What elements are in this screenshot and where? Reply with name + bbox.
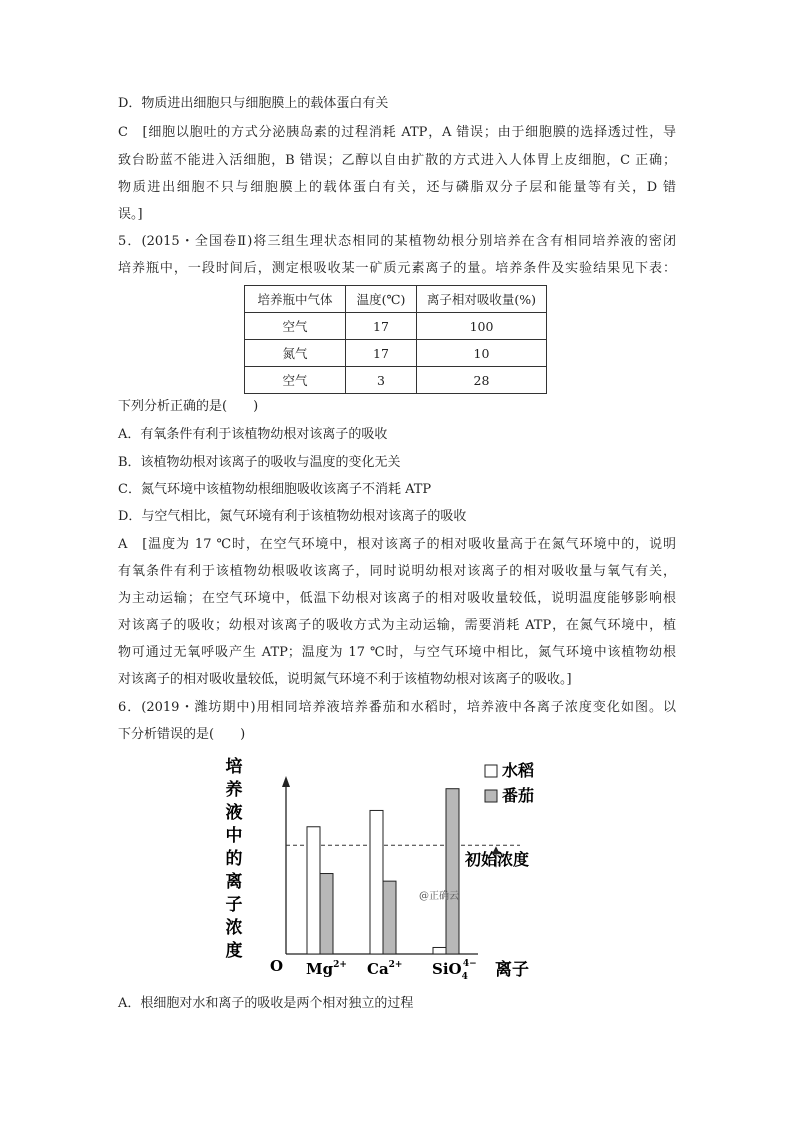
q5-option-a: A．有氧条件有利于该植物幼根对该离子的吸收 <box>118 427 388 442</box>
q6-stem-line-1: 6．(2019・潍坊期中)用相同培养液培养番茄和水稻时，培养液中各离子浓度变化如图。以 <box>118 700 676 715</box>
x-tick-label: $Ca^{2+}$ <box>367 960 403 978</box>
q5-option-c: C．氮气环境中该植物幼根细胞吸收该离子不消耗 ATP <box>118 482 432 497</box>
q5-answer-line-1: A [温度为 17 ℃时，在空气环境中，根对该离子的相对吸收量高于在氮气环境中的，说明 <box>118 537 676 552</box>
y-axis-label-char: 中 <box>225 826 243 846</box>
q5-answer-line-4: 对该离子的吸收；幼根对该离子的吸收方式为主动运输，需要消耗 ATP，在氮气环境中，植 <box>118 618 676 633</box>
y-axis-label-char: 度 <box>225 941 243 961</box>
bar-tomato-1 <box>383 881 396 954</box>
y-axis-label-char: 养 <box>225 780 243 800</box>
y-axis-label-char: 培 <box>225 757 243 777</box>
table-cell: 空气 <box>245 367 346 394</box>
q5-answer-line-5: 物可通过无氧呼吸产生 ATP；温度为 17 ℃时，与空气环境中相比，氮气环境中该植物幼根 <box>118 645 676 660</box>
x-tick-label: $Mg^{2+}$ <box>306 960 347 978</box>
bar-rice-0 <box>307 827 320 954</box>
q5-option-b: B．该植物幼根对该离子的吸收与温度的变化无关 <box>118 455 401 470</box>
table-header: 温度(℃) <box>346 286 417 313</box>
y-axis-label-char: 离 <box>225 872 243 892</box>
q5-option-d: D．与空气相比，氮气环境有利于该植物幼根对该离子的吸收 <box>118 509 467 524</box>
y-axis-arrow <box>282 776 290 787</box>
q5-data-table <box>244 285 547 394</box>
y-axis-label-char: 浓 <box>225 918 243 938</box>
q5-question: 下列分析正确的是( ) <box>118 399 259 414</box>
q5-answer-line-2: 有氧条件有利于该植物幼根吸收该离子，同时说明幼根对该离子的相对吸收量与氧气有关， <box>118 564 676 579</box>
q6-stem-line-2: 下分析错误的是( ) <box>118 727 246 742</box>
watermark: @正确云 <box>419 891 459 902</box>
table-row <box>245 340 547 367</box>
q6-option-a: A．根细胞对水和离子的吸收是两个相对独立的过程 <box>118 996 414 1011</box>
legend-label-tomato: 番茄 <box>502 786 535 805</box>
q5-answer-line-6: 对该离子的相对吸收量较低，说明氮气环境不利于该植物幼根对该离子的吸收。] <box>118 672 572 687</box>
q5-stem-line-2: 培养瓶中，一段时间后，测定根吸收某一矿质元素离子的量。培养条件及实验结果见下表： <box>118 261 676 276</box>
bar-tomato-0 <box>320 874 333 954</box>
table-header: 培养瓶中气体 <box>245 286 346 313</box>
initial-concentration-label: 初始浓度 <box>465 850 530 869</box>
y-axis-label-char: 的 <box>225 849 243 869</box>
table-cell: 17 <box>346 340 417 367</box>
x-tick-label: SiO$_4$4− <box>432 959 477 982</box>
q4-answer-line-1: C [细胞以胞吐的方式分泌胰岛素的过程消耗 ATP，A 错误；由于细胞膜的选择透过性，导 <box>118 125 676 140</box>
table-row <box>245 313 547 340</box>
q4-option-d: D．物质进出细胞只与细胞膜上的载体蛋白有关 <box>118 96 389 111</box>
table-cell: 17 <box>346 313 417 340</box>
table-cell: 3 <box>346 367 417 394</box>
y-axis-label-char: 液 <box>225 803 243 823</box>
x-tick-labels <box>306 959 477 982</box>
y-axis-label-char: 子 <box>225 895 243 915</box>
table-header-row <box>245 286 547 313</box>
legend-label-rice: 水稻 <box>502 761 535 780</box>
table-cell: 氮气 <box>245 340 346 367</box>
table-cell: 空气 <box>245 313 346 340</box>
table-cell: 28 <box>417 367 547 394</box>
legend-swatch-tomato <box>485 790 497 802</box>
q4-answer-line-3: 物质进出细胞不只与细胞膜上的载体蛋白有关，还与磷脂双分子层和能量等有关，D 错 <box>118 180 676 195</box>
q4-answer-line-2: 致台盼蓝不能进入活细胞，B 错误；乙醇以自由扩散的方式进入人体胃上皮细胞，C 正确； <box>118 153 676 168</box>
table-row <box>245 367 547 394</box>
y-axis-label <box>226 756 243 961</box>
table-cell: 10 <box>417 340 547 367</box>
table-cell: 100 <box>417 313 547 340</box>
x-axis-label: 离子 <box>495 960 529 980</box>
origin-label: O <box>270 957 284 975</box>
q5-answer-line-3: 为主动运输；在空气环境中，低温下幼根对该离子的相对吸收量较低，说明温度能够影响根 <box>118 591 676 606</box>
legend-swatch-rice <box>485 765 497 777</box>
bar-rice-2 <box>433 947 446 954</box>
q5-stem-line-1: 5．(2015・全国卷Ⅱ)将三组生理状态相同的某植物幼根分别培养在含有相同培养液的密闭 <box>118 234 676 249</box>
bar-tomato-2 <box>446 789 459 954</box>
ion-concentration-chart <box>218 752 548 992</box>
bars-group <box>307 789 459 954</box>
bar-rice-1 <box>370 810 383 954</box>
table-header: 离子相对吸收量(%) <box>417 286 547 313</box>
q4-answer-line-4: 误。] <box>118 207 143 222</box>
